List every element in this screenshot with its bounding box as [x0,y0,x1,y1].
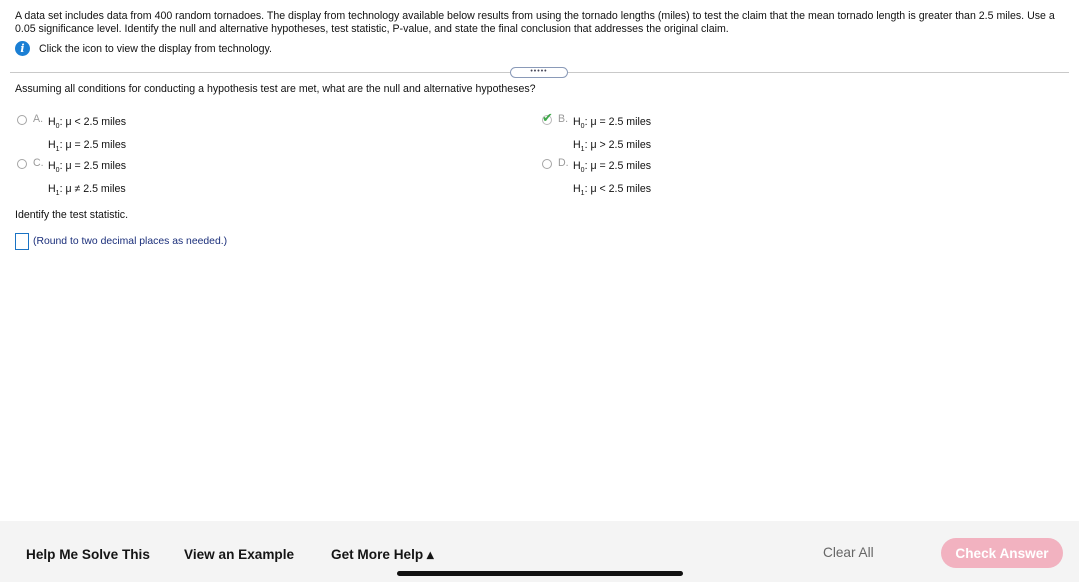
rounding-hint: (Round to two decimal places as needed.) [33,236,228,247]
option-letter: A. [33,113,44,125]
test-statistic-prompt: Identify the test statistic. [15,209,129,221]
null-hypothesis: $H_0$: μ = 2.5 miles [573,160,652,175]
technology-display-link[interactable] [15,41,272,56]
null-hypothesis: $H_0$: μ = 2.5 miles [573,116,652,131]
option-d[interactable] [542,157,651,203]
answer-row [15,233,227,250]
alternative-hypothesis: $H_1$: μ = 2.5 miles [48,139,127,154]
info-icon[interactable]: i [15,41,30,56]
option-letter: D. [558,157,569,169]
footer-bar [0,521,1079,582]
expand-handle[interactable]: ••••• [510,67,568,78]
hypothesis-question: Assuming all conditions for conducting a hypothesis test are met, what are the null and alternative hypotheses? [15,83,536,95]
clear-all-button[interactable]: Clear All [823,545,874,560]
checkmark-icon: ✔ [542,111,553,126]
option-b[interactable] [542,113,651,159]
null-hypothesis: $H_0$: μ < 2.5 miles [48,116,127,131]
radio-b[interactable] [542,111,553,126]
radio-c[interactable] [17,159,27,169]
option-a[interactable] [17,113,126,159]
problem-statement: A data set includes data from 400 random tornadoes. The display from technology available below results from using the tornado lengths (miles) to test the claim that the mean tornado length is greater than 2.5 miles. Use a 0.05 significance level. Identify the null and alternative hypotheses, test statistic, P-value, and state the final conclusion that addresses the original claim. [15,10,1055,35]
test-statistic-input[interactable] [15,233,29,250]
view-example-button[interactable]: View an Example [184,547,295,562]
alternative-hypothesis: $H_1$: μ > 2.5 miles [573,139,652,154]
option-c[interactable] [17,157,126,203]
option-letter: B. [558,113,569,125]
info-text: Click the icon to view the display from technology. [39,42,272,55]
radio-a[interactable] [17,115,27,125]
check-answer-button[interactable]: Check Answer [941,538,1063,568]
null-hypothesis: $H_0$: μ = 2.5 miles [48,160,127,175]
help-me-solve-button[interactable]: Help Me Solve This [26,547,150,562]
home-indicator[interactable] [397,571,683,576]
option-letter: C. [33,157,44,169]
radio-d[interactable] [542,159,552,169]
get-more-help-button[interactable]: Get More Help ▴ [331,547,434,562]
alternative-hypothesis: $H_1$: μ ≠ 2.5 miles [48,183,126,198]
alternative-hypothesis: $H_1$: μ < 2.5 miles [573,183,652,198]
